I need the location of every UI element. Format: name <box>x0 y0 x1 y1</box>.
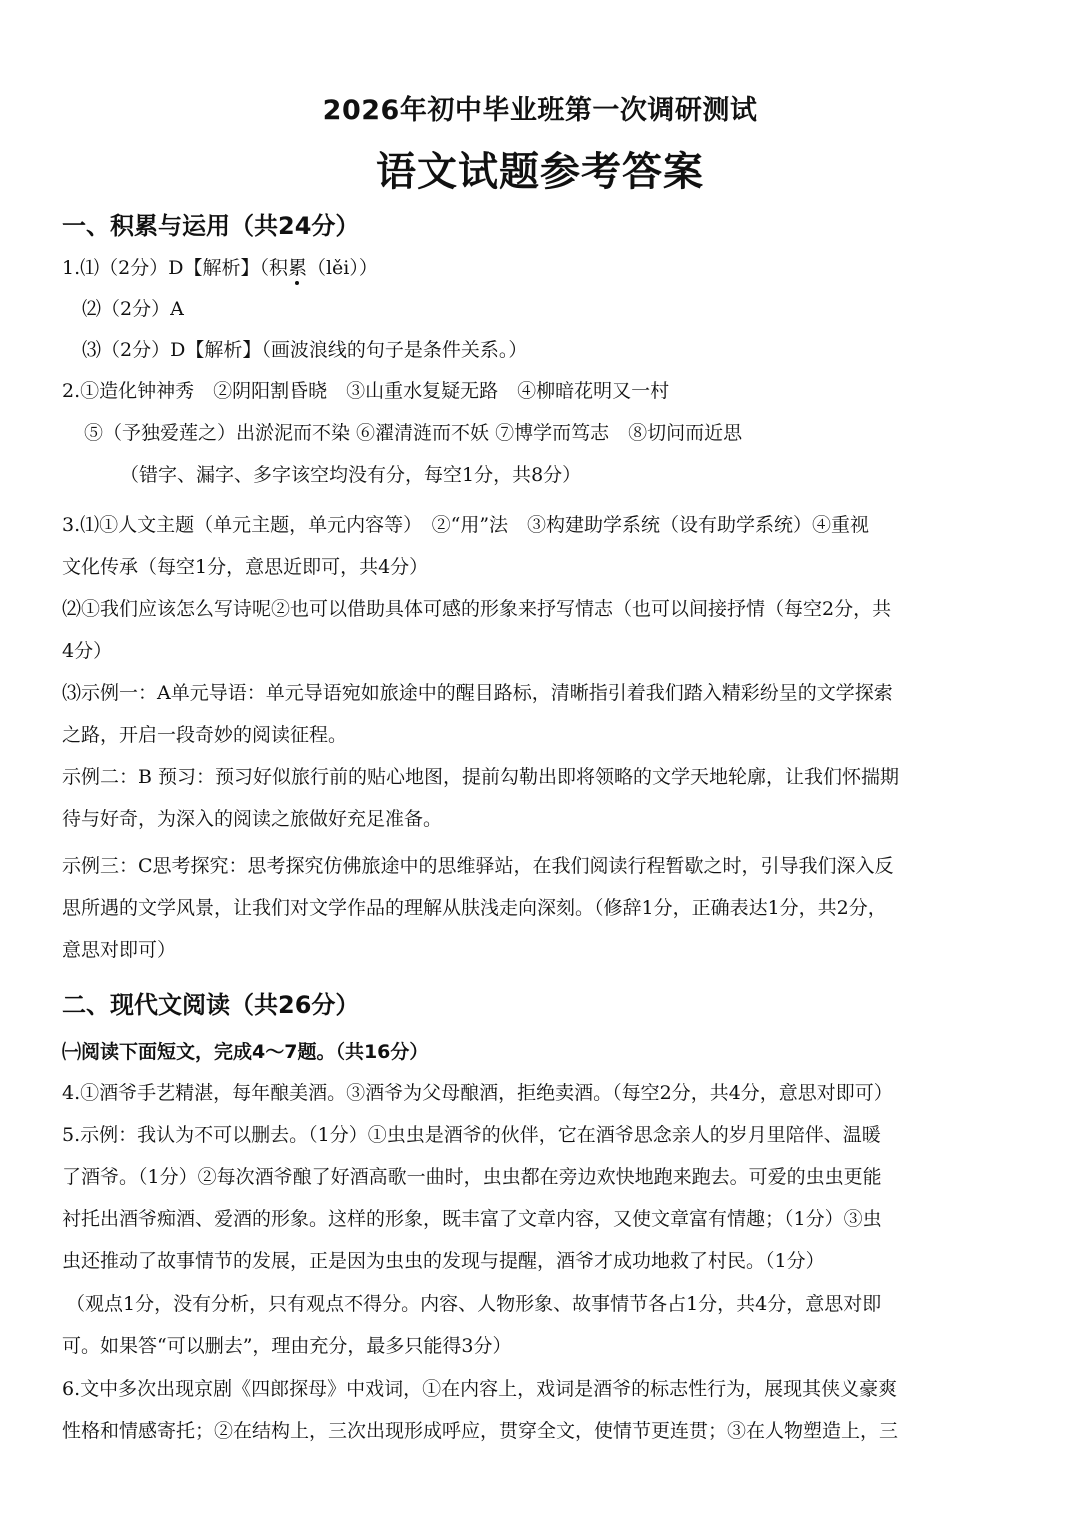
answer-q5-line-1: 5.示例：我认为不可以删去。（1分）①虫虫是酒爷的伙伴，它在酒爷思念亲人的岁月里陪伴、温暖 <box>62 1124 881 1146</box>
section-heading-1: 一、积累与运用（共24分） <box>62 212 360 240</box>
answer-q5-note-line-2: 可。如果答“可以删去”，理由充分，最多只能得3分） <box>62 1335 512 1357</box>
answer-q5-line-4: 虫还推动了故事情节的发展，正是因为虫虫的发现与提醒，酒爷才成功地救了村民。（1分） <box>62 1250 825 1272</box>
answer-q3-3-line-1: ⑶示例一：A单元导语：单元导语宛如旅途中的醒目路标，清晰指引着我们踏入精彩纷呈的文学探索 <box>62 682 893 704</box>
answer-q1-3: ⑶（2分）D【解析】（画波浪线的句子是条件关系。） <box>82 339 528 361</box>
answer-q5-line-3: 衬托出酒爷痴酒、爱酒的形象。这样的形象，既丰富了文章内容，又使文章富有情趣；（1分）③虫 <box>62 1208 882 1230</box>
q1-1-text-pre: 1.⑴（2分）D【解析】（积 <box>62 257 288 279</box>
answer-q6-line-2: 性格和情感寄托；②在结构上，三次出现形成呼应，贯穿全文，使情节更连贯；③在人物塑造上，三 <box>62 1420 899 1442</box>
answer-q3-2-line-2: 4分） <box>62 640 113 662</box>
exam-title: 2026年初中毕业班第一次调研测试 <box>322 95 758 126</box>
q1-1-dotted-char: 累 <box>287 257 307 279</box>
answer-q2-line-1: 2.①造化钟神秀 ②阴阳割昏晓 ③山重水复疑无路 ④柳暗花明又一村 <box>62 380 670 402</box>
answer-q1-1 <box>62 255 378 281</box>
answer-q5-line-2: 了酒爷。（1分）②每次酒爷酿了好酒高歌一曲时，虫虫都在旁边欢快地跑来跑去。可爱的虫虫更能 <box>62 1166 882 1188</box>
answer-q4: 4.①酒爷手艺精湛，每年酿美酒。③酒爷为父母酿酒，拒绝卖酒。（每空2分，共4分，意思对即可） <box>62 1082 893 1104</box>
answer-q2-note: （错字、漏字、多字该空均没有分，每空1分，共8分） <box>120 464 582 486</box>
subsection-heading-1: ㈠阅读下面短文，完成4～7题。（共16分） <box>62 1041 429 1063</box>
answer-q3-example-3-line-3: 意思对即可） <box>62 939 177 961</box>
answer-q5-note-line-1: （观点1分，没有分析，只有观点不得分。内容、人物形象、故事情节各占1分，共4分，意思对即 <box>66 1293 882 1315</box>
answer-q3-example-3-line-1: 示例三：C思考探究：思考探究仿佛旅途中的思维驿站，在我们阅读行程暂歇之时，引导我们深入反 <box>62 855 894 877</box>
answer-q6-line-1: 6.文中多次出现京剧《四郎探母》中戏词，①在内容上，戏词是酒爷的标志性行为，展现其侠义豪爽 <box>62 1378 898 1400</box>
answer-q3-1-line-2: 文化传承（每空1分，意思近即可，共4分） <box>62 556 429 578</box>
answer-q3-example-3-line-2: 思所遇的文学风景，让我们对文学作品的理解从肤浅走向深刻。（修辞1分，正确表达1分，共2分， <box>62 897 887 919</box>
section-heading-2: 二、现代文阅读（共26分） <box>62 991 360 1019</box>
answer-q3-3-line-2: 之路，开启一段奇妙的阅读征程。 <box>62 724 348 746</box>
answer-q3-2-line-1: ⑵①我们应该怎么写诗呢②也可以借助具体可感的形象来抒写情志（也可以间接抒情（每空2分，共 <box>62 598 892 620</box>
answer-q1-2: ⑵（2分）A <box>82 298 184 320</box>
answer-q3-1-line-1: 3.⑴①人文主题（单元主题，单元内容等） ②“用”法 ③构建助学系统（设有助学系统）④重视 <box>62 514 870 536</box>
answer-q3-example-2-line-1: 示例二：B 预习：预习好似旅行前的贴心地图，提前勾勒出即将领略的文学天地轮廓，让我们怀揣期 <box>62 766 900 788</box>
document-title: 语文试题参考答案 <box>376 149 704 195</box>
answer-q2-line-2: ⑤（予独爱莲之）出淤泥而不染 ⑥濯清涟而不妖 ⑦博学而笃志 ⑧切问而近思 <box>84 422 743 444</box>
answer-q3-example-2-line-2: 待与好奇，为深入的阅读之旅做好充足准备。 <box>62 808 443 830</box>
q1-1-text-post: （lěi）） <box>306 257 378 279</box>
